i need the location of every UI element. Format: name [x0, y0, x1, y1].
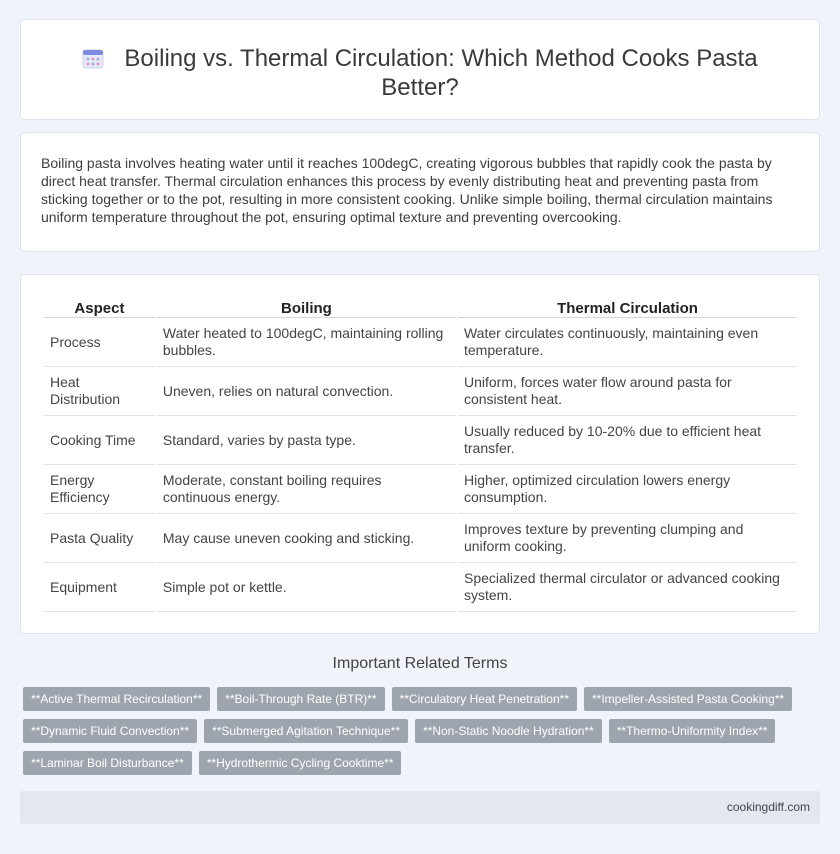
row-aspect: Energy Efficiency: [44, 465, 155, 514]
row-aspect: Heat Distribution: [44, 367, 155, 416]
row-thermal: Specialized thermal circulator or advanced cooking system.: [458, 563, 797, 612]
row-thermal: Usually reduced by 10-20% due to efficient heat transfer.: [458, 416, 797, 465]
related-term-tag[interactable]: **Hydrothermic Cycling Cooktime**: [199, 751, 402, 775]
related-term-tag[interactable]: **Boil-Through Rate (BTR)**: [217, 687, 384, 711]
comparison-card: [20, 274, 820, 634]
footer-site-link[interactable]: cookingdiff.com: [726, 800, 810, 814]
related-term-tag[interactable]: **Non-Static Noodle Hydration**: [415, 719, 602, 743]
related-term-tag[interactable]: **Dynamic Fluid Convection**: [23, 719, 197, 743]
row-boiling: May cause uneven cooking and sticking.: [157, 514, 456, 563]
calendar-icon: [82, 47, 104, 69]
row-boiling: Moderate, constant boiling requires continuous energy.: [157, 465, 456, 514]
intro-card: [20, 132, 820, 252]
row-boiling: Uneven, relies on natural convection.: [157, 367, 456, 416]
page-title-text: Boiling vs. Thermal Circulation: Which Method Cooks Pasta Better?: [124, 45, 758, 101]
table-row: [44, 563, 797, 612]
row-thermal: Uniform, forces water flow around pasta for consistent heat.: [458, 367, 797, 416]
related-term-tag[interactable]: **Impeller-Assisted Pasta Cooking**: [584, 687, 792, 711]
row-boiling: Water heated to 100degC, maintaining rolling bubbles.: [157, 318, 456, 367]
table-row: [44, 318, 797, 367]
related-term-tag[interactable]: **Laminar Boil Disturbance**: [23, 751, 192, 775]
related-terms-heading: Important Related Terms: [332, 655, 508, 672]
related-term-tag[interactable]: **Thermo-Uniformity Index**: [609, 719, 776, 743]
row-aspect: Pasta Quality: [44, 514, 155, 563]
row-aspect: Process: [44, 318, 155, 367]
related-term-tag[interactable]: **Circulatory Heat Penetration**: [392, 687, 577, 711]
header-thermal-circulation: Thermal Circulation: [458, 296, 797, 318]
comparison-table: [42, 296, 799, 612]
row-boiling: Standard, varies by pasta type.: [157, 416, 456, 465]
table-row: [44, 367, 797, 416]
row-thermal: Water circulates continuously, maintaining even temperature.: [458, 318, 797, 367]
table-row: [44, 465, 797, 514]
row-aspect: Equipment: [44, 563, 155, 612]
related-terms-list: [23, 687, 823, 783]
related-term-tag[interactable]: **Active Thermal Recirculation**: [23, 687, 210, 711]
table-row: [44, 416, 797, 465]
footer: [20, 791, 820, 824]
table-row: [44, 514, 797, 563]
row-boiling: Simple pot or kettle.: [157, 563, 456, 612]
header-boiling: Boiling: [157, 296, 456, 318]
title-card: [20, 19, 820, 120]
header-aspect: Aspect: [44, 296, 155, 318]
page-title: [81, 44, 759, 102]
related-term-tag[interactable]: **Submerged Agitation Technique**: [204, 719, 408, 743]
row-aspect: Cooking Time: [44, 416, 155, 465]
row-thermal: Higher, optimized circulation lowers energy consumption.: [458, 465, 797, 514]
intro-paragraph: Boiling pasta involves heating water until it reaches 100degC, creating vigorous bubbles that rapidly cook the pasta by direct heat transfer. Thermal circulation enhances this process by evenly distributing heat and preventing pasta from sticking together or to the pot, resulting in more consistent cooking. Unlike simple boiling, thermal circulation maintains uniform temperature throughout the pot, ensuring optimal texture and preventing overcooking.: [41, 155, 773, 225]
row-thermal: Improves texture by preventing clumping and uniform cooking.: [458, 514, 797, 563]
table-header-row: [44, 296, 797, 318]
